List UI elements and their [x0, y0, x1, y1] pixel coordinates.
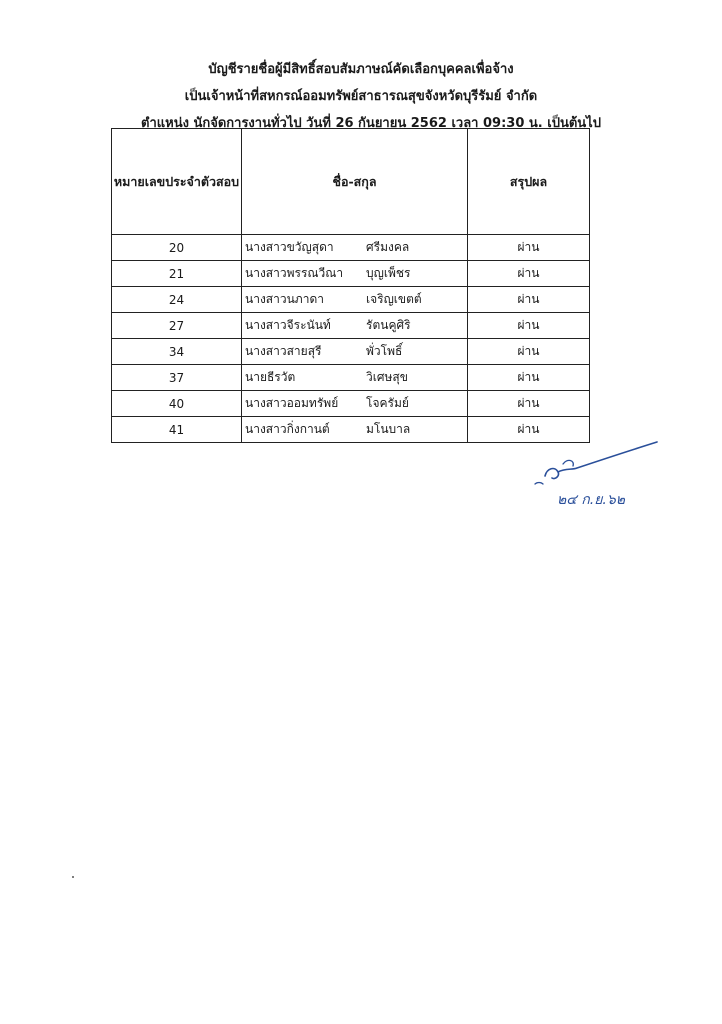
cell-exam-id: 24 — [112, 287, 242, 313]
last-name: เจริญเขตต์ — [366, 292, 422, 306]
cell-exam-id: 41 — [112, 417, 242, 443]
table-body — [112, 235, 590, 443]
header-exam-id: หมายเลขประจำตัวสอบ — [112, 129, 242, 235]
cell-full-name — [242, 261, 468, 287]
cell-result: ผ่าน — [468, 391, 590, 417]
document-title-line1: บัญชีรายชื่อผู้มีสิทธิ์สอบสัมภาษณ์คัดเลือกบุคคลเพื่อจ้าง — [208, 62, 514, 77]
first-name: นายธีรวัต — [245, 370, 296, 384]
signature-date: ๒๔ ก.ย.๖๒ — [557, 492, 625, 508]
last-name: วิเศษสุข — [366, 370, 408, 384]
cell-result: ผ่าน — [468, 313, 590, 339]
header-result: สรุปผล — [468, 129, 590, 235]
last-name: รัตนคูศิริ — [366, 318, 411, 332]
cell-exam-id: 27 — [112, 313, 242, 339]
table-row — [112, 339, 590, 365]
first-name: นางสาวพรรณวีณา — [245, 266, 344, 280]
first-name: นางสาวออมทรัพย์ — [245, 396, 339, 410]
last-name: ศรีมงคล — [366, 240, 410, 254]
cell-full-name — [242, 391, 468, 417]
last-name: บุญเพ็ชร — [366, 266, 411, 280]
first-name: นางสาวกิ่งกานต์ — [245, 422, 330, 436]
signature-flourish — [563, 460, 573, 466]
table-row — [112, 313, 590, 339]
table-header-row — [112, 129, 590, 235]
cell-result: ผ่าน — [468, 261, 590, 287]
table-row — [112, 287, 590, 313]
cell-full-name — [242, 365, 468, 391]
cell-exam-id: 20 — [112, 235, 242, 261]
candidate-table — [111, 128, 590, 443]
first-name: นางสาวสายสุรี — [245, 344, 322, 358]
first-name: นางสาวจีระนันท์ — [245, 318, 331, 332]
table-row — [112, 391, 590, 417]
cell-result: ผ่าน — [468, 235, 590, 261]
cell-result: ผ่าน — [468, 287, 590, 313]
cell-exam-id: 40 — [112, 391, 242, 417]
cell-full-name — [242, 235, 468, 261]
cell-exam-id: 34 — [112, 339, 242, 365]
document-title-line3: ตำแหน่ง นักจัดการงานทั่วไป วันที่ 26 กันยายน 2562 เวลา 09:30 น. เป็นต้นไป — [141, 116, 601, 131]
last-name: โจครัมย์ — [366, 396, 409, 410]
first-name: นางสาวขวัญสุดา — [245, 240, 334, 254]
table-row — [112, 261, 590, 287]
cell-full-name — [242, 287, 468, 313]
signature-tick — [535, 483, 543, 485]
cell-exam-id: 37 — [112, 365, 242, 391]
document-title-line2: เป็นเจ้าหน้าที่สหกรณ์ออมทรัพย์สาธารณสุขจังหวัดบุรีรัมย์ จำกัด — [184, 89, 538, 104]
first-name: นางสาวนภาดา — [245, 292, 324, 306]
cell-result: ผ่าน — [468, 339, 590, 365]
cell-exam-id: 21 — [112, 261, 242, 287]
cell-result: ผ่าน — [468, 365, 590, 391]
header-full-name: ชื่อ-สกุล — [242, 129, 468, 235]
cell-full-name — [242, 417, 468, 443]
signature-stroke — [545, 442, 657, 479]
table-row — [112, 417, 590, 443]
table-row — [112, 365, 590, 391]
signature — [525, 438, 665, 508]
cell-full-name — [242, 313, 468, 339]
cell-full-name — [242, 339, 468, 365]
table-row — [112, 235, 590, 261]
cell-result: ผ่าน — [468, 417, 590, 443]
scan-speck — [72, 876, 74, 878]
last-name: พั่วโพธิ์ — [366, 344, 403, 358]
last-name: มโนบาล — [366, 422, 411, 436]
